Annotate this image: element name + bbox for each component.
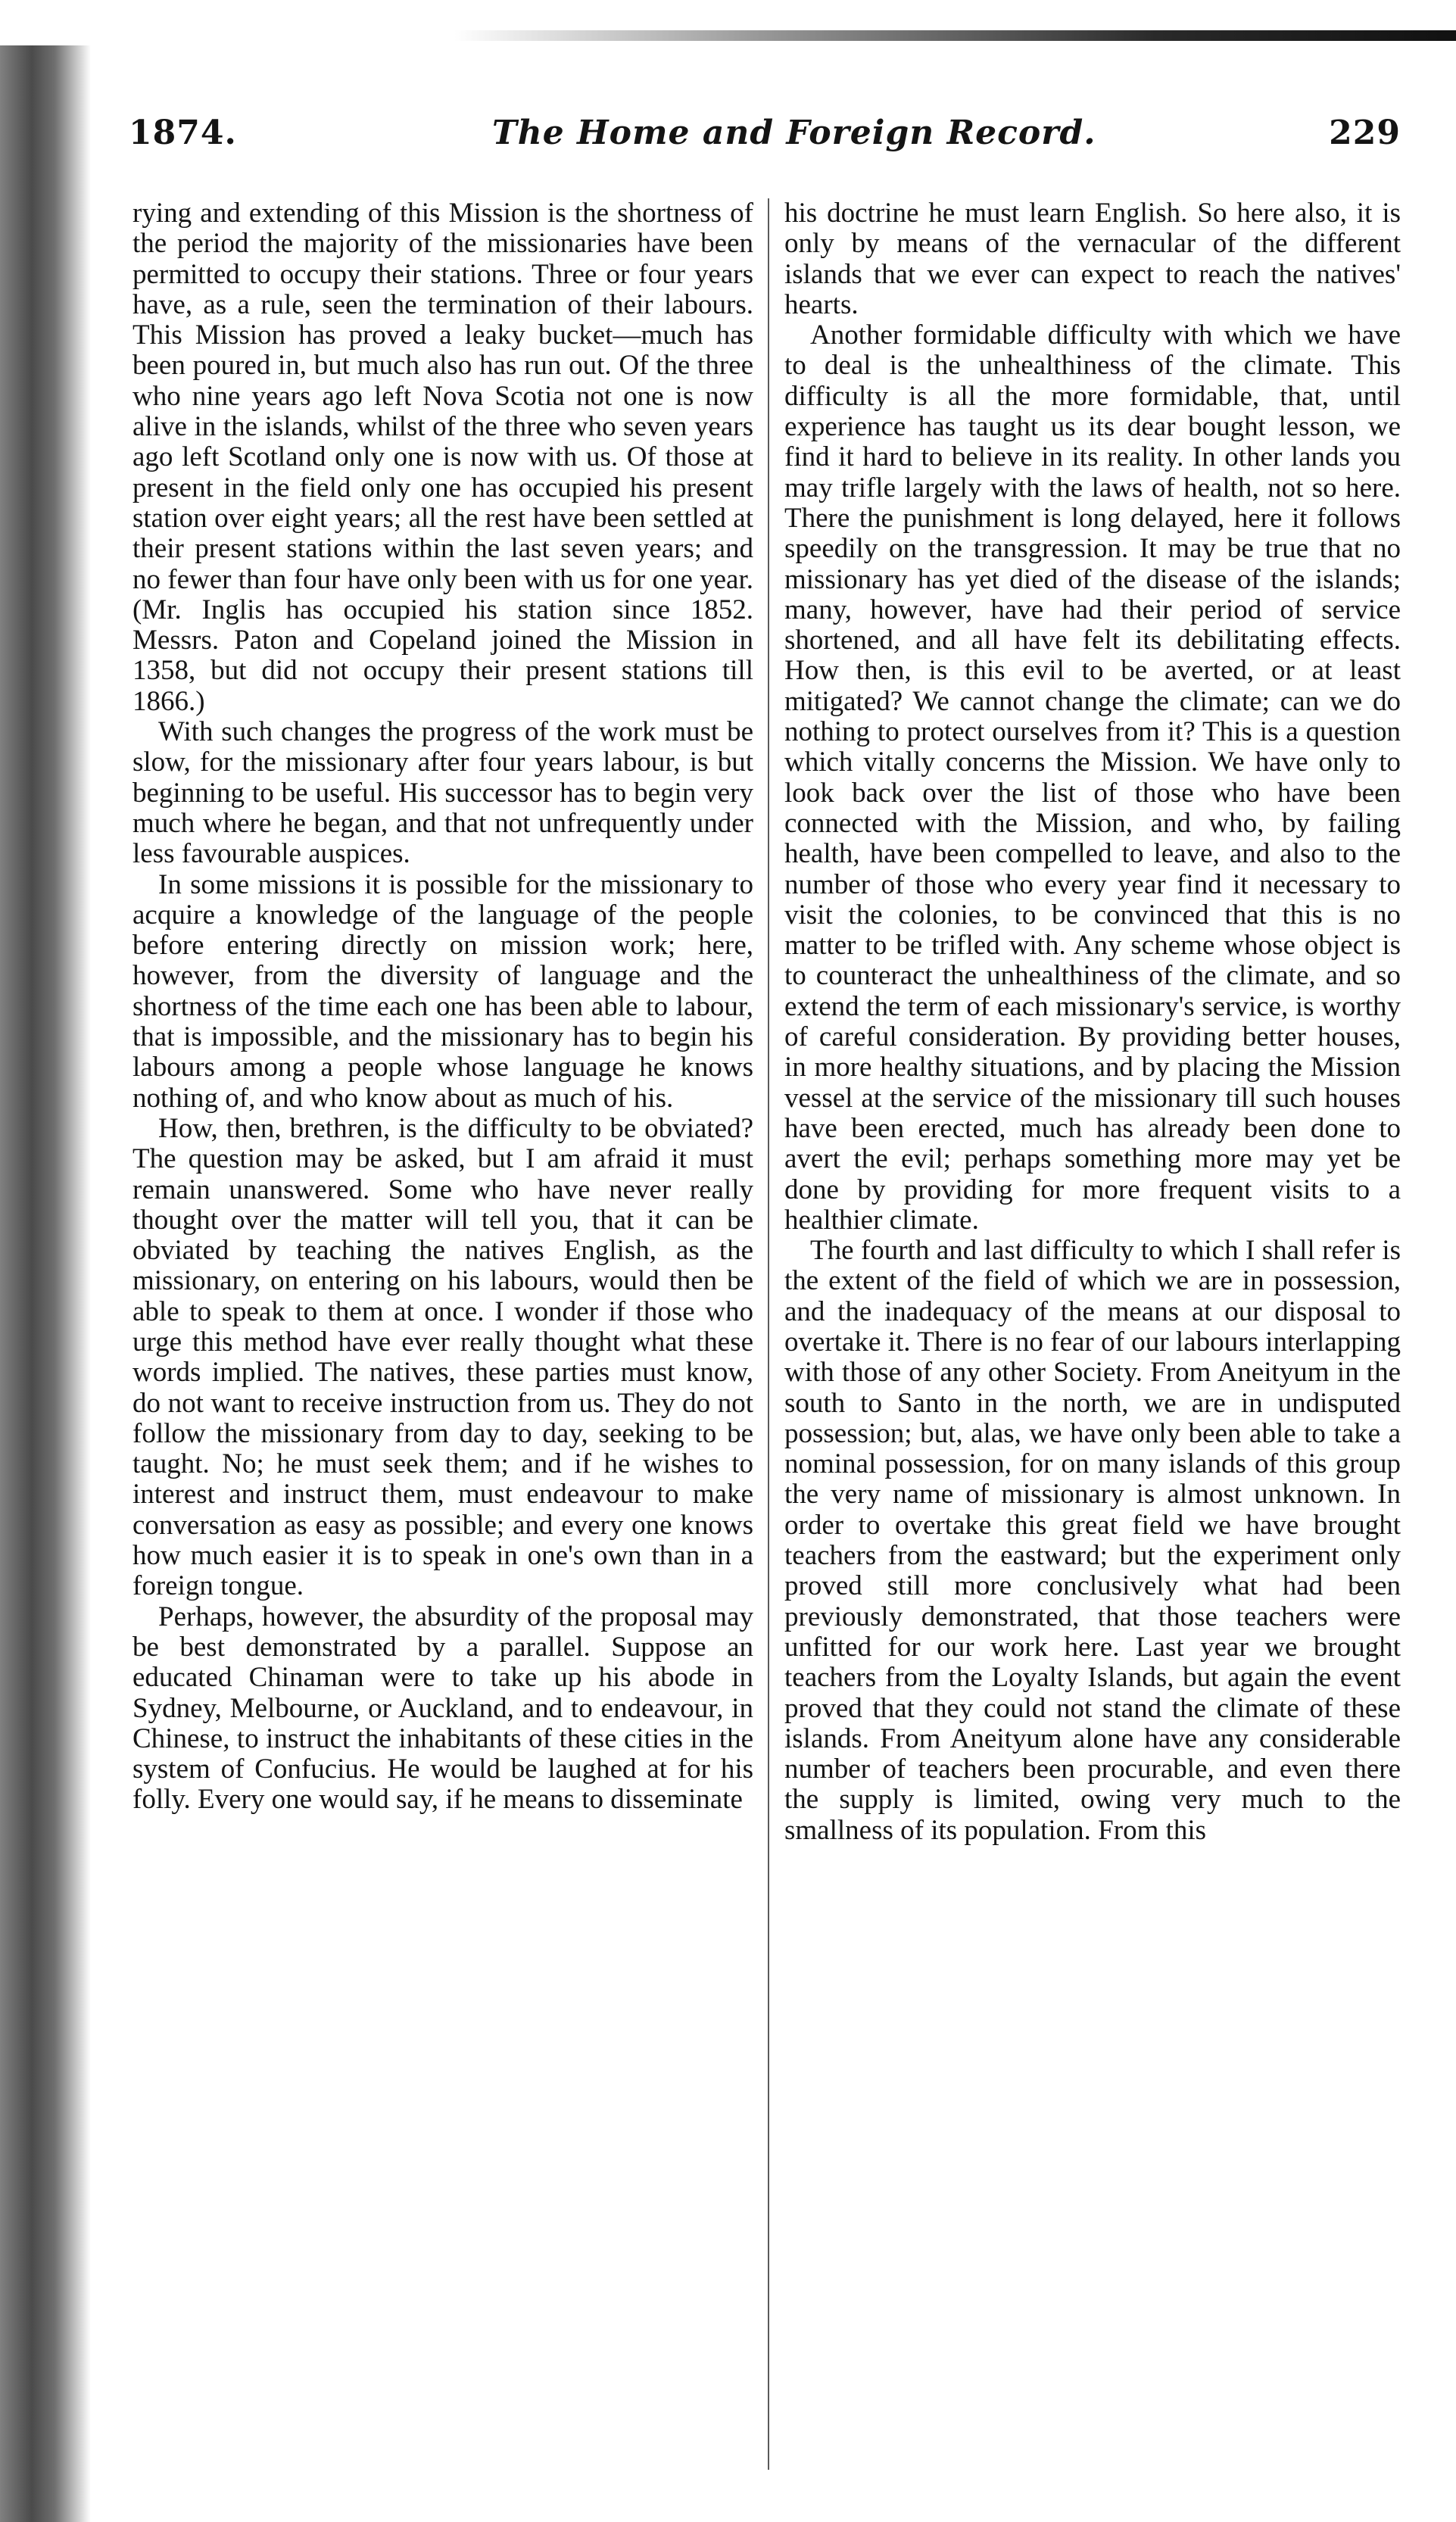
paragraph: How, then, brethren, is the difficulty to be obviated? The question may be asked, but I am afraid it must remain unanswered. Some who have never really thought over the matter will tell you, that it can be obviated by teaching the natives English, as the missionary, on entering on his labours, would then be able to speak to them at once. I wonder if those who urge this method have ever really thought what these words implied. The natives, these parties must know, do not want to receive instruction from us. They do not follow the missionary from day to day, seeking to be taught. No; he must seek them; and if he wishes to interest and instruct them, must endeavour to make conversation as easy as possible; and every one knows how much easier it is to speak in one's own than in a foreign tongue. bbox=[133, 1112, 753, 1602]
paragraph: The fourth and last difficulty to which I shall refer is the extent of the field of which we are in possession, and the inadequacy of the means at our disposal to overtake it. There is no fear of our labours interlapping with those of any other Society. From Aneityum in the south to Santo in the north, we are in undisputed possession; but, alas, we have only been able to take a nominal possession, for on many islands of this group the very name of missionary is almost unknown. In order to overtake this great field we have brought teachers from the eastward; but the experiment only proved still more conclusively what had been previously demonstrated, that those teachers were unfitted for our work here. Last year we brought teachers from the Loyalty Islands, but again the event proved that they could not stand the climate of these islands. From Aneityum alone have any considerable number of teachers been procurable, and even there the supply is limited, owing very much to the smallness of its population. From this bbox=[784, 1235, 1401, 1846]
top-rule bbox=[454, 30, 1456, 41]
page-number: 229 bbox=[1329, 114, 1401, 152]
right-column bbox=[784, 198, 1401, 2477]
header-title: The Home and Foreign Record. bbox=[492, 114, 1096, 152]
binding-edge bbox=[0, 45, 91, 2522]
paragraph: his doctrine he must learn English. So here also, it is only by means of the vernacular of the different islands that we ever can expect to reach the natives' hearts. bbox=[784, 198, 1401, 320]
left-column bbox=[133, 198, 753, 2477]
header-year: 1874. bbox=[129, 114, 237, 152]
running-header bbox=[129, 114, 1401, 174]
paragraph: Another formidable difficulty with which we have to deal is the unhealthiness of the climate. This difficulty is all the more formidable, that, until experience has taught us its dear bought lesson, we find it hard to believe in its reality. In other lands you may trifle largely with the laws of health, not so here. There the punishment is long delayed, here it follows speedily on the transgression. It may be true that no missionary has yet died of the disease of the islands; many, however, have had their period of service shortened, and all have felt its debilitating effects. How then, is this evil to be averted, or at least mitigated? We cannot change the climate; can we do nothing to protect ourselves from it? This is a question which vitally concerns the Mission. We have only to look back over the list of those who have been connected with the Mission, and who, by failing health, have been compelled to leave, and also to the number of those who every year find it necessary to visit the colonies, to be convinced that this is no matter to be trifled with. Any scheme whose object is to counteract the unhealthiness of the climate, and so extend the term of each missionary's service, is worthy of careful consideration. By providing better houses, in more healthy situations, and by placing the Mission vessel at the service of the missionary till such houses have been erected, much has already been done to avert the evil; perhaps something more may yet be done by providing for more frequent visits to a healthier climate. bbox=[784, 320, 1401, 1236]
paragraph: rying and extending of this Mission is the shortness of the period the majority of the missionaries have been permitted to occupy their stations. Three or four years have, as a rule, seen the termination of their labours. This Mission has proved a leaky bucket—much has been poured in, but much also has run out. Of the three who nine years ago left Nova Scotia not one is now alive in the islands, whilst of the three who seven years ago left Scotland only one is now with us. Of those at present in the field only one has occupied his present station over eight years; all the rest have been settled at their present stations within the last seven years; and no fewer than four have only been with us for one year. (Mr. Inglis has occupied his station since 1852. Messrs. Paton and Copeland joined the Mission in 1358, but did not occupy their present stations till 1866.) bbox=[133, 198, 753, 717]
paragraph: Perhaps, however, the absurdity of the proposal may be best demonstrated by a parallel. Suppose an educated Chinaman were to take up his abode in Sydney, Melbourne, or Auckland, and to endeavour, in Chinese, to instruct the inhabitants of these cities in the system of Confucius. He would be laughed at for his folly. Every one would say, if he means to disseminate bbox=[133, 1601, 753, 1816]
paragraph: In some missions it is possible for the missionary to acquire a knowledge of the language of the people before entering directly on mission work; here, however, from the diversity of language and the shortness of the time each one has been able to labour, that is impossible, and the missionary has to begin his labours among a people whose language he knows nothing of, and who know about as much of his. bbox=[133, 868, 753, 1114]
paragraph: With such changes the progress of the work must be slow, for the missionary after four years labour, is but beginning to be useful. His successor has to begin very much where he began, and that not unfrequently under less favourable auspices. bbox=[133, 716, 753, 870]
column-divider bbox=[768, 198, 769, 2470]
